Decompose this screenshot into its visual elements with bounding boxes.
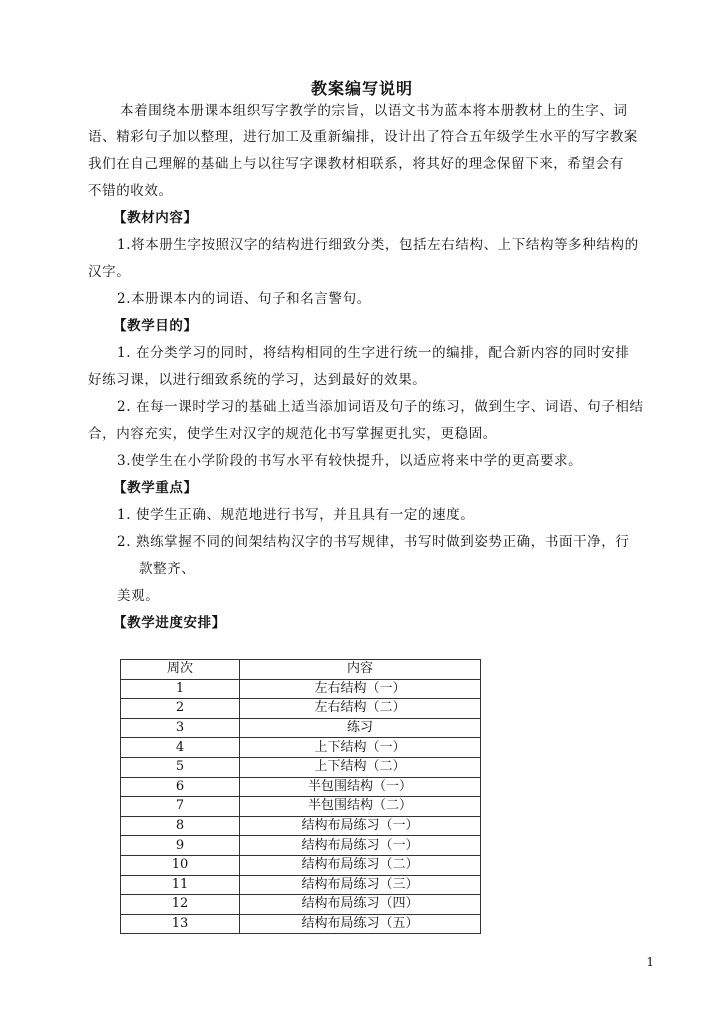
goals-line: 好练习课，以进行细致系统的学习，达到最好的效果。 xyxy=(88,372,427,388)
week-cell: 1 xyxy=(121,679,240,699)
goals-line: 合，内容充实，使学生对汉字的规范化书写掌握更扎实，更稳固。 xyxy=(88,426,497,442)
section-heading-focus: 【教学重点】 xyxy=(113,480,198,496)
table-header-row xyxy=(121,660,481,680)
focus-line: 款整齐、 xyxy=(139,561,196,577)
intro-line: 语、精彩句子加以整理，进行加工及重新编排，设计出了符合五年级学生水平的写字教案 xyxy=(88,129,638,145)
section-heading-schedule: 【教学进度安排】 xyxy=(113,615,226,631)
table-row xyxy=(121,914,481,934)
table-row xyxy=(121,855,481,875)
week-cell: 10 xyxy=(121,855,240,875)
table-row xyxy=(121,738,481,758)
column-header-content: 内容 xyxy=(240,660,481,680)
table-row xyxy=(121,816,481,836)
week-cell: 11 xyxy=(121,875,240,895)
table-row xyxy=(121,836,481,856)
week-cell: 6 xyxy=(121,777,240,797)
content-cell: 左右结构（一） xyxy=(240,679,481,699)
week-cell: 5 xyxy=(121,757,240,777)
content-cell: 结构布局练习（三） xyxy=(240,875,481,895)
goals-line: 2. 在每一课时学习的基础上适当添加词语及句子的练习，做到生字、词语、句子相结 xyxy=(117,399,644,415)
materials-line: 1.将本册生字按照汉字的结构进行细致分类，包括左右结构、上下结构等多种结构的 xyxy=(117,237,639,253)
page-number: 1 xyxy=(646,955,654,969)
content-cell: 半包围结构（二） xyxy=(240,797,481,817)
week-cell: 8 xyxy=(121,816,240,836)
table-row xyxy=(121,895,481,915)
content-cell: 结构布局练习（二） xyxy=(240,855,481,875)
section-heading-materials: 【教材内容】 xyxy=(113,210,198,226)
table-row xyxy=(121,797,481,817)
content-cell: 结构布局练习（五） xyxy=(240,914,481,934)
materials-line: 2.本册课本内的词语、句子和名言警句。 xyxy=(117,291,371,307)
content-cell: 半包围结构（一） xyxy=(240,777,481,797)
intro-line: 我们在自己理解的基础上与以往写字课教材相联系，将其好的理念保留下来，希望会有 xyxy=(88,156,624,172)
week-cell: 3 xyxy=(121,718,240,738)
week-cell: 13 xyxy=(121,914,240,934)
table-row xyxy=(121,679,481,699)
content-cell: 上下结构（二） xyxy=(240,757,481,777)
materials-line: 汉字。 xyxy=(88,264,131,280)
content-cell: 上下结构（一） xyxy=(240,738,481,758)
table-row xyxy=(121,875,481,895)
table-row xyxy=(121,777,481,797)
section-heading-goals: 【教学目的】 xyxy=(113,318,198,334)
week-cell: 7 xyxy=(121,797,240,817)
column-header-week: 周次 xyxy=(121,660,240,680)
content-cell: 结构布局练习（一） xyxy=(240,816,481,836)
content-cell: 左右结构（二） xyxy=(240,699,481,719)
goals-line: 1. 在分类学习的同时，将结构相同的生字进行统一的编排，配合新内容的同时安排 xyxy=(117,345,630,361)
week-cell: 12 xyxy=(121,895,240,915)
intro-line: 本着围绕本册课本组织写字教学的宗旨，以语文书为蓝本将本册教材上的生字、词 xyxy=(120,103,628,119)
focus-line: 1. 使学生正确、规范地进行书写，并且具有一定的速度。 xyxy=(117,507,475,523)
content-cell: 结构布局练习（一） xyxy=(240,836,481,856)
table-row xyxy=(121,699,481,719)
week-cell: 9 xyxy=(121,836,240,856)
goals-line: 3.使学生在小学阶段的书写水平有较快提升，以适应将来中学的更高要求。 xyxy=(117,453,583,469)
table-row xyxy=(121,718,481,738)
intro-line: 不错的收效。 xyxy=(88,183,173,199)
week-cell: 2 xyxy=(121,699,240,719)
content-cell: 练习 xyxy=(240,718,481,738)
week-cell: 4 xyxy=(121,738,240,758)
table-row xyxy=(121,757,481,777)
page-title: 教案编写说明 xyxy=(310,79,413,98)
focus-line: 美观。 xyxy=(117,588,160,604)
content-cell: 结构布局练习（四） xyxy=(240,895,481,915)
schedule-table xyxy=(120,659,481,934)
focus-line: 2. 熟练掌握不同的间架结构汉字的书写规律，书写时做到姿势正确，书面干净，行 xyxy=(117,534,630,550)
